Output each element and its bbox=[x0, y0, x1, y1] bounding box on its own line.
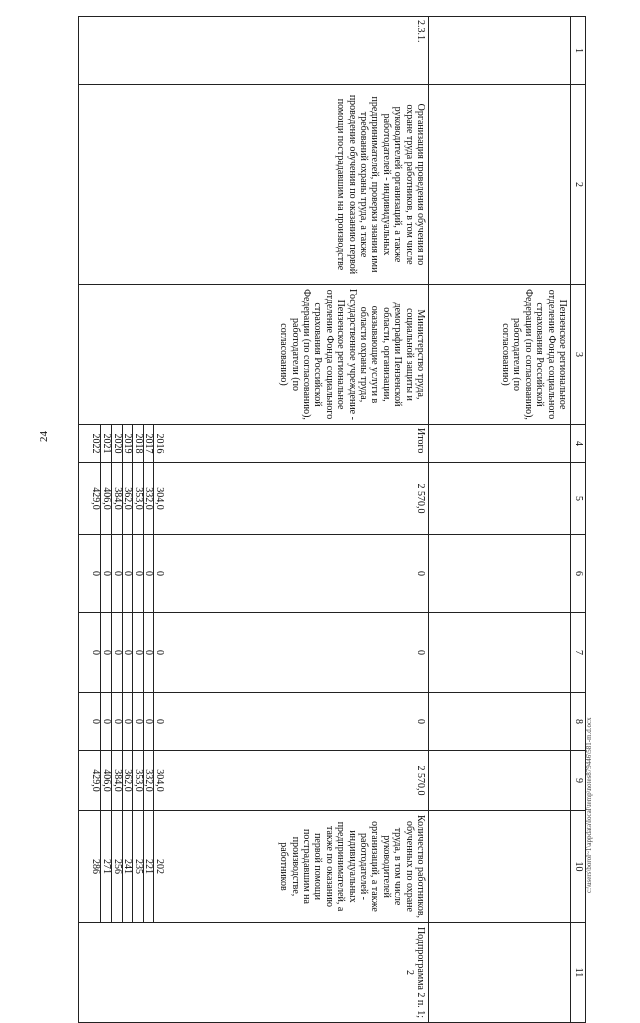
list-item: 429,0 bbox=[91, 463, 102, 534]
list-item: 332,0 bbox=[144, 751, 155, 810]
cell-empty bbox=[429, 923, 571, 1023]
total-label: Итого bbox=[415, 428, 426, 454]
list-item: 2018 bbox=[133, 425, 144, 462]
list-item: 0 bbox=[123, 613, 134, 692]
header-row bbox=[571, 17, 586, 1023]
cell-empty bbox=[429, 811, 571, 923]
col-header-2: 2 bbox=[571, 85, 586, 285]
cell-empty bbox=[429, 751, 571, 811]
col-header-11: 11 bbox=[571, 923, 586, 1023]
list-item: 406,0 bbox=[101, 751, 112, 810]
col10-cell bbox=[79, 811, 429, 923]
col-header-3: 3 bbox=[571, 285, 586, 425]
list-item: 2016 bbox=[154, 433, 165, 454]
list-item: 221 bbox=[144, 811, 155, 922]
cell-empty bbox=[429, 17, 571, 85]
list-item: 0 bbox=[133, 613, 144, 692]
list-item: 384,0 bbox=[112, 751, 123, 810]
footer-file-path: c:\users\borol~1\appdata\local\temp\notes879446\581-m.d.ocx bbox=[585, 717, 593, 893]
col5-list bbox=[91, 463, 164, 534]
list-item: 353,0 bbox=[133, 463, 144, 534]
list-item: 2019 bbox=[123, 425, 134, 462]
cell-empty bbox=[429, 693, 571, 751]
list-item: 0 bbox=[101, 693, 112, 750]
list-item: 0 bbox=[144, 613, 155, 692]
list-item: 235 bbox=[133, 811, 144, 922]
continuation-row bbox=[429, 17, 571, 1023]
col8-cell bbox=[79, 693, 429, 751]
col-header-5: 5 bbox=[571, 463, 586, 535]
list-item: 362,0 bbox=[123, 463, 134, 534]
list-item: 0 bbox=[154, 571, 165, 576]
list-item: 0 bbox=[112, 535, 123, 612]
list-item: 2017 bbox=[144, 425, 155, 462]
total-col5: 2 570,0 bbox=[415, 483, 426, 514]
list-item: 0 bbox=[154, 650, 165, 655]
page-number: 24 bbox=[38, 431, 50, 442]
cell-empty bbox=[429, 85, 571, 285]
col9-cell bbox=[79, 751, 429, 811]
list-item: 304,0 bbox=[154, 487, 165, 510]
list-item: 256 bbox=[112, 811, 123, 922]
col-header-4: 4 bbox=[571, 425, 586, 463]
cell-empty bbox=[429, 463, 571, 535]
list-item: 271 bbox=[101, 811, 112, 922]
list-item: 429,0 bbox=[91, 751, 102, 810]
cell-empty bbox=[429, 613, 571, 693]
cell-empty bbox=[429, 425, 571, 463]
list-item: 0 bbox=[91, 535, 102, 612]
list-item: 0 bbox=[112, 693, 123, 750]
list-item: 2020 bbox=[112, 425, 123, 462]
total-col9: 2 570,0 bbox=[415, 765, 426, 796]
list-item: 0 bbox=[101, 613, 112, 692]
list-item: 406,0 bbox=[101, 463, 112, 534]
col-header-9: 9 bbox=[571, 751, 586, 811]
total-col6: 0 bbox=[415, 571, 426, 576]
year-list bbox=[91, 425, 164, 462]
list-item: 0 bbox=[144, 693, 155, 750]
cell-empty bbox=[429, 535, 571, 613]
col5-cell bbox=[79, 463, 429, 535]
list-item: 2021 bbox=[101, 425, 112, 462]
list-item: 0 bbox=[133, 535, 144, 612]
total-col7: 0 bbox=[415, 650, 426, 655]
col-header-7: 7 bbox=[571, 613, 586, 693]
col-header-1: 1 bbox=[571, 17, 586, 85]
program-table bbox=[78, 16, 586, 1023]
list-item: 0 bbox=[101, 535, 112, 612]
list-item: 384,0 bbox=[112, 463, 123, 534]
subprogram-ref: Подпрограмма 2 п. 1; 2 bbox=[79, 923, 429, 1023]
list-item: 0 bbox=[144, 535, 155, 612]
col6-list bbox=[91, 535, 164, 612]
rotated-table-container bbox=[78, 16, 586, 1019]
list-item: 0 bbox=[154, 719, 165, 724]
col9-list bbox=[91, 751, 164, 810]
list-item: 0 bbox=[91, 693, 102, 750]
col6-cell bbox=[79, 535, 429, 613]
list-item: 304,0 bbox=[154, 769, 165, 792]
col7-list bbox=[91, 613, 164, 692]
col-header-10: 10 bbox=[571, 811, 586, 923]
item-number: 2.3.1. bbox=[79, 17, 429, 85]
list-item: 0 bbox=[91, 613, 102, 692]
activity-description: Организация проведения обучения по охране труда работников, в том числе руководителей организаций, а также работодателей - индивидуальных предпринимателей, проверки знания ими требований охраны труда, а также проведение обучения по оказанию первой помощи пострадавшим на производстве bbox=[79, 85, 429, 285]
executor-cell: Министерство труда, социальной защиты и демографии Пензенской области, организации, оказывающие услуги в области охраны труда, Государственное учреждение - Пензенское региональное отделение Фонда социального страхования Российской Федерации (по согласованию), работодатели (по согласованию) bbox=[79, 285, 429, 425]
list-item: 286 bbox=[91, 811, 102, 922]
list-item: 0 bbox=[123, 693, 134, 750]
list-item: 0 bbox=[112, 613, 123, 692]
executor-continuation: Пензенское региональное отделение Фонда социального страхования Российской Федерации (по согласованию), работодатели (по согласованию) bbox=[429, 285, 571, 425]
list-item: 241 bbox=[123, 811, 134, 922]
activity-row bbox=[79, 17, 429, 1023]
col7-cell bbox=[79, 613, 429, 693]
list-item: 353,0 bbox=[133, 751, 144, 810]
indicator-text: Количество работников, обученных по охране труда, в том числе руководителей организаций, а также работодателей - индивидуальных предпринимателей, а также по оказанию первой помощи пострадавшим на производстве, работников bbox=[278, 814, 426, 919]
col8-list bbox=[91, 693, 164, 750]
col-header-6: 6 bbox=[571, 535, 586, 613]
years-cell bbox=[79, 425, 429, 463]
list-item: 362,0 bbox=[123, 751, 134, 810]
list-item: 202 bbox=[154, 859, 165, 874]
total-col8: 0 bbox=[415, 719, 426, 724]
list-item: 332,0 bbox=[144, 463, 155, 534]
list-item: 2022 bbox=[91, 425, 102, 462]
list-item: 0 bbox=[123, 535, 134, 612]
list-item: 0 bbox=[133, 693, 144, 750]
col-header-8: 8 bbox=[571, 693, 586, 751]
col10-list bbox=[91, 811, 164, 922]
